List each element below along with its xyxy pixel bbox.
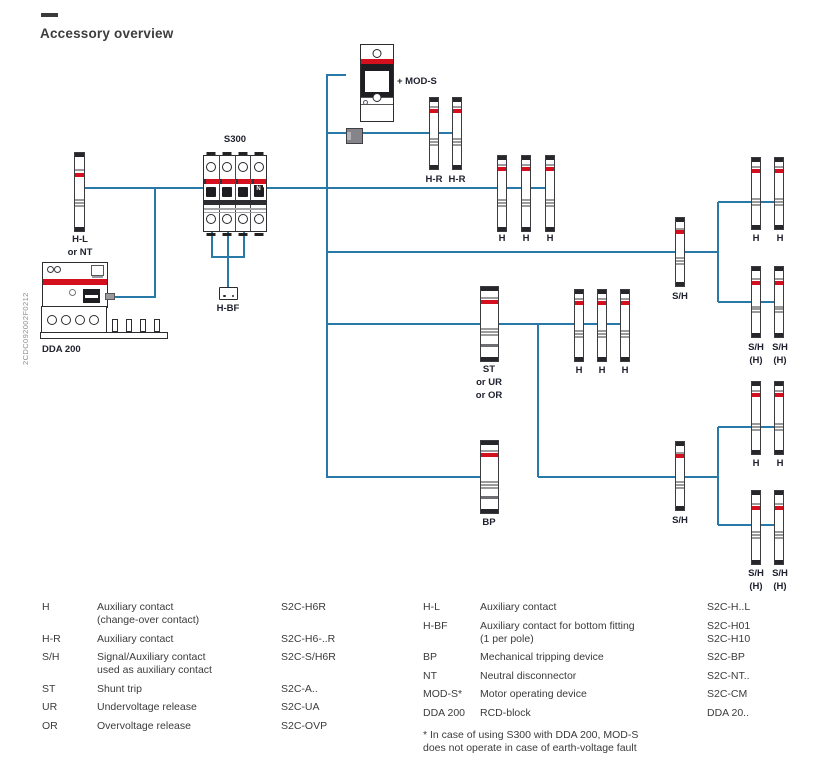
device-stripe — [575, 298, 583, 300]
legend-desc-1: Auxiliary contact — [97, 632, 174, 645]
device-s300 — [203, 155, 267, 232]
legend-key-2: BP — [423, 651, 438, 663]
device-cap — [598, 357, 606, 361]
device-stripe — [621, 330, 629, 332]
label-paren-h: (H) — [749, 355, 763, 366]
device-h — [751, 157, 761, 230]
device-cap — [752, 382, 760, 386]
device-cap — [575, 357, 583, 361]
device-stripe — [775, 281, 783, 285]
device-stripe — [752, 390, 760, 392]
legend-desc-1: Auxiliary contact for bottom fitting (1 per pole) — [480, 619, 635, 645]
device-stripe — [775, 506, 783, 510]
device-stripe — [75, 202, 84, 204]
device-stripe — [598, 330, 606, 332]
legend-part-0: S2C-H..L — [707, 601, 751, 613]
device-cap — [752, 158, 760, 162]
device-s-h-h — [774, 266, 784, 338]
legend-key-4: UR — [42, 701, 58, 713]
device-stripe — [575, 330, 583, 332]
device-cap — [498, 156, 506, 160]
label-h: H — [776, 458, 784, 469]
device-cap — [498, 227, 506, 231]
legend-right-block — [423, 601, 795, 755]
device-stripe — [575, 333, 583, 335]
device-cap — [752, 560, 760, 564]
device-stripe — [752, 169, 760, 173]
s300-stripe — [204, 208, 266, 210]
device-stripe — [752, 198, 760, 200]
device-stripe — [752, 278, 760, 280]
legend-desc-2: Mechanical tripping device — [480, 651, 604, 663]
device-stripe — [752, 306, 760, 308]
device-cap — [481, 287, 498, 291]
device-stripe — [752, 503, 760, 505]
label-paren-h: (H) — [773, 355, 787, 366]
device-stripe — [430, 141, 438, 143]
s300-module-1 — [204, 156, 219, 231]
label-h: H — [522, 233, 530, 244]
legend-desc-0: Auxiliary contact — [480, 601, 557, 613]
legend-part-5: S2C-OVP — [281, 719, 328, 732]
s300-stripe — [204, 212, 266, 214]
device-h — [751, 381, 761, 455]
label-s-h: S/H — [672, 291, 688, 302]
device-cap — [775, 382, 783, 386]
device-cap — [752, 491, 760, 495]
device-cap — [775, 267, 783, 271]
label-bp: BP — [482, 517, 496, 528]
device-stripe — [775, 311, 783, 313]
device-cap — [775, 560, 783, 564]
device-stripe — [546, 164, 554, 166]
device-h-r — [452, 97, 462, 170]
device-cap — [752, 450, 760, 454]
device-stripe — [775, 166, 783, 168]
device-cap — [546, 156, 554, 160]
device-stripe — [546, 202, 554, 204]
legend-desc-4: Undervoltage release — [97, 701, 197, 713]
legend-desc-5: RCD-block — [480, 706, 531, 719]
device-cap — [775, 450, 783, 454]
dda-din-rail — [40, 332, 168, 339]
device-st-ur-or — [480, 286, 499, 362]
device-h — [497, 155, 507, 232]
dda-rail-clip — [112, 319, 118, 332]
legend-key-3: NT — [423, 669, 437, 682]
legend-key-1: H-R — [42, 632, 61, 645]
device-stripe — [676, 263, 684, 265]
device-cap — [752, 267, 760, 271]
device-stripe — [676, 228, 684, 230]
label-mod-s: + MOD-S — [397, 76, 437, 87]
device-stripe — [676, 230, 684, 234]
device-stripe — [75, 205, 84, 207]
label-paren-h: (H) — [749, 581, 763, 592]
device-h — [521, 155, 531, 232]
device-cap — [430, 165, 438, 169]
device-stripe — [430, 144, 438, 146]
device-cap — [75, 153, 84, 157]
device-stripe — [752, 423, 760, 425]
legend-desc-3: Neutral disconnector — [480, 669, 577, 682]
device-stripe — [676, 452, 684, 454]
device-stripe — [481, 328, 498, 330]
device-stripe — [453, 109, 461, 113]
device-cap — [546, 227, 554, 231]
device-cap — [75, 227, 84, 231]
device-cap — [522, 227, 530, 231]
device-stripe — [621, 298, 629, 300]
label-paren-h: (H) — [773, 581, 787, 592]
label-dda-200: DDA 200 — [42, 344, 81, 355]
device-cap — [775, 158, 783, 162]
device-h — [574, 289, 584, 362]
device-stripe — [598, 333, 606, 335]
device-cap — [775, 225, 783, 229]
device-s-h-h — [751, 266, 761, 338]
device-stripe — [481, 450, 498, 452]
device-stripe — [522, 167, 530, 171]
device-stripe — [575, 336, 583, 338]
s300-module-2 — [219, 156, 235, 231]
device-cap — [575, 290, 583, 294]
device-cap — [481, 357, 498, 361]
device-stripe — [775, 534, 783, 536]
s300-red-band — [204, 179, 266, 184]
device-h — [597, 289, 607, 362]
device-cap — [481, 441, 498, 445]
legend-key-3: ST — [42, 682, 56, 695]
label-h-l: H-L — [72, 234, 88, 245]
legend-left-block — [42, 601, 372, 733]
legend-desc-5: Overvoltage release — [97, 719, 191, 732]
device-stripe — [75, 199, 84, 201]
device-cap — [676, 282, 684, 286]
label-s-h: S/H — [748, 342, 764, 353]
document-code-vertical: 2CDC092002F0212 — [21, 292, 30, 365]
device-stripe — [775, 204, 783, 206]
device-stripe — [481, 481, 498, 483]
device-cap — [481, 509, 498, 513]
label-or-or: or OR — [475, 390, 503, 401]
device-stripe — [676, 487, 684, 489]
device-stripe — [598, 301, 606, 305]
legend-desc-2: Signal/Auxiliary contact used as auxiliary contact — [97, 651, 212, 676]
label-h: H — [598, 365, 606, 376]
device-stripe — [522, 199, 530, 201]
label-s-h: S/H — [672, 515, 688, 526]
device-stripe — [481, 496, 498, 499]
device-stripe — [775, 393, 783, 397]
device-cap — [430, 98, 438, 102]
device-stripe — [546, 199, 554, 201]
device-stripe — [498, 205, 506, 207]
legend-key-4: MOD-S* — [423, 688, 463, 700]
label-h-bf: H-BF — [216, 303, 240, 314]
device-stripe — [621, 336, 629, 338]
device-stripe — [575, 301, 583, 305]
device-s-h-h — [751, 490, 761, 565]
device-stripe — [481, 334, 498, 336]
device-stripe — [775, 169, 783, 173]
label-s-h: S/H — [748, 568, 764, 579]
device-stripe — [598, 298, 606, 300]
legend-key-5: DDA 200 — [423, 706, 466, 719]
device-stripe — [453, 138, 461, 140]
legend-key-0: H-L — [423, 601, 440, 613]
device-cap — [621, 290, 629, 294]
dda-rail-clip — [154, 319, 160, 332]
device-s-h-h — [774, 490, 784, 565]
device-h-l — [74, 152, 85, 232]
device-stripe — [775, 503, 783, 505]
device-stripe — [498, 164, 506, 166]
device-stripe — [75, 169, 84, 171]
device-stripe — [752, 531, 760, 533]
device-h-bf — [219, 287, 238, 300]
label-h: H — [776, 233, 784, 244]
device-stripe — [752, 311, 760, 313]
device-cap — [676, 218, 684, 222]
device-stripe — [481, 453, 498, 457]
legend-desc-4: Motor operating device — [480, 688, 587, 700]
device-s-h — [675, 441, 685, 511]
device-stripe — [481, 297, 498, 299]
label-h-r: H-R — [425, 174, 443, 185]
device-stripe — [481, 331, 498, 333]
device-stripe — [522, 164, 530, 166]
device-stripe — [775, 537, 783, 539]
device-stripe — [752, 426, 760, 428]
device-stripe — [752, 506, 760, 510]
device-stripe — [522, 202, 530, 204]
device-stripe — [775, 201, 783, 203]
device-cap — [522, 156, 530, 160]
device-stripe — [676, 257, 684, 259]
device-h — [774, 157, 784, 230]
device-stripe — [430, 138, 438, 140]
device-stripe — [752, 281, 760, 285]
legend-part-3: S2C-A.. — [281, 682, 318, 695]
device-stripe — [775, 429, 783, 431]
device-stripe — [775, 423, 783, 425]
legend-key-0: H — [42, 601, 50, 613]
device-stripe — [775, 306, 783, 308]
device-cap — [676, 442, 684, 446]
device-cap — [752, 333, 760, 337]
device-stripe — [752, 393, 760, 397]
label-s-h: S/H — [772, 342, 788, 353]
label-h: H — [575, 365, 583, 376]
device-cap — [453, 98, 461, 102]
device-stripe — [775, 390, 783, 392]
label-h: H — [621, 365, 629, 376]
page-title: Accessory overview — [40, 26, 174, 41]
label-st: ST — [482, 364, 496, 375]
device-stripe — [775, 278, 783, 280]
device-cap — [598, 290, 606, 294]
device-h — [620, 289, 630, 362]
device-cap — [775, 491, 783, 495]
device-h-r — [429, 97, 439, 170]
device-stripe — [752, 308, 760, 310]
device-cap — [775, 333, 783, 337]
label-s-h: S/H — [772, 568, 788, 579]
label-s300: S300 — [223, 134, 247, 145]
device-stripe — [75, 173, 84, 177]
legend-part-1: S2C-H6-..R — [281, 632, 336, 645]
device-stripe — [752, 534, 760, 536]
legend-key-2: S/H — [42, 651, 60, 663]
dda-rail-clip — [140, 319, 146, 332]
device-stripe — [453, 141, 461, 143]
device-stripe — [546, 205, 554, 207]
legend-desc-0: Auxiliary contact (change-over contact) — [97, 601, 200, 626]
legend-part-4: S2C-CM — [707, 688, 748, 700]
legend-part-3: S2C-NT.. — [707, 669, 750, 682]
s300-module-n — [250, 156, 266, 231]
label-h-r: H-R — [448, 174, 466, 185]
device-stripe — [752, 201, 760, 203]
legend-footnote: * In case of using S300 with DDA 200, MOD-S does not operate in case of earth-voltage fault — [423, 728, 639, 754]
legend-part-2: S2C-BP — [707, 651, 745, 663]
label-h: H — [546, 233, 554, 244]
device-stripe — [481, 487, 498, 489]
device-cap — [621, 357, 629, 361]
mod-s-plug — [346, 128, 363, 144]
device-stripe — [775, 426, 783, 428]
legend-part-5: DDA 20.. — [707, 706, 750, 719]
device-cap — [453, 165, 461, 169]
device-stripe — [676, 454, 684, 458]
device-bp — [480, 440, 499, 514]
device-stripe — [481, 484, 498, 486]
device-stripe — [453, 144, 461, 146]
device-stripe — [498, 167, 506, 171]
device-stripe — [453, 106, 461, 108]
device-stripe — [621, 301, 629, 305]
label-h: H — [752, 233, 760, 244]
dda-rail-clip — [126, 319, 132, 332]
label-or-ur: or UR — [476, 377, 502, 388]
label-h: H — [498, 233, 506, 244]
device-stripe — [546, 167, 554, 171]
device-h — [774, 381, 784, 455]
device-stripe — [775, 531, 783, 533]
s300-neutral-badge: N — [254, 185, 263, 193]
s300-rail — [204, 200, 266, 205]
device-stripe — [621, 333, 629, 335]
device-stripe — [498, 199, 506, 201]
label-or-nt: or NT — [67, 247, 93, 258]
legend-key-5: OR — [42, 719, 58, 732]
device-stripe — [752, 537, 760, 539]
device-h — [545, 155, 555, 232]
device-stripe — [752, 429, 760, 431]
label-h: H — [752, 458, 760, 469]
device-stripe — [775, 308, 783, 310]
device-stripe — [676, 260, 684, 262]
legend-desc-3: Shunt trip — [97, 682, 142, 695]
device-s-h — [675, 217, 685, 287]
device-cap — [752, 225, 760, 229]
device-stripe — [498, 202, 506, 204]
legend-part-2: S2C-S/H6R — [281, 651, 336, 663]
device-stripe — [676, 484, 684, 486]
device-stripe — [481, 300, 498, 304]
legend-part-1: S2C-H01 S2C-H10 — [707, 619, 751, 645]
device-mod-s — [360, 44, 394, 122]
device-stripe — [752, 166, 760, 168]
device-stripe — [522, 205, 530, 207]
device-stripe — [752, 204, 760, 206]
device-stripe — [430, 106, 438, 108]
device-stripe — [598, 336, 606, 338]
device-dda-200 — [42, 262, 108, 308]
device-stripe — [676, 481, 684, 483]
device-stripe — [775, 198, 783, 200]
device-cap — [676, 506, 684, 510]
legend-part-0: S2C-H6R — [281, 601, 326, 613]
dda-terminal-block — [41, 306, 107, 334]
legend-key-1: H-BF — [423, 619, 448, 632]
device-stripe — [430, 109, 438, 113]
legend-part-4: S2C-UA — [281, 701, 320, 713]
device-stripe — [481, 344, 498, 347]
s300-module-3 — [235, 156, 251, 231]
